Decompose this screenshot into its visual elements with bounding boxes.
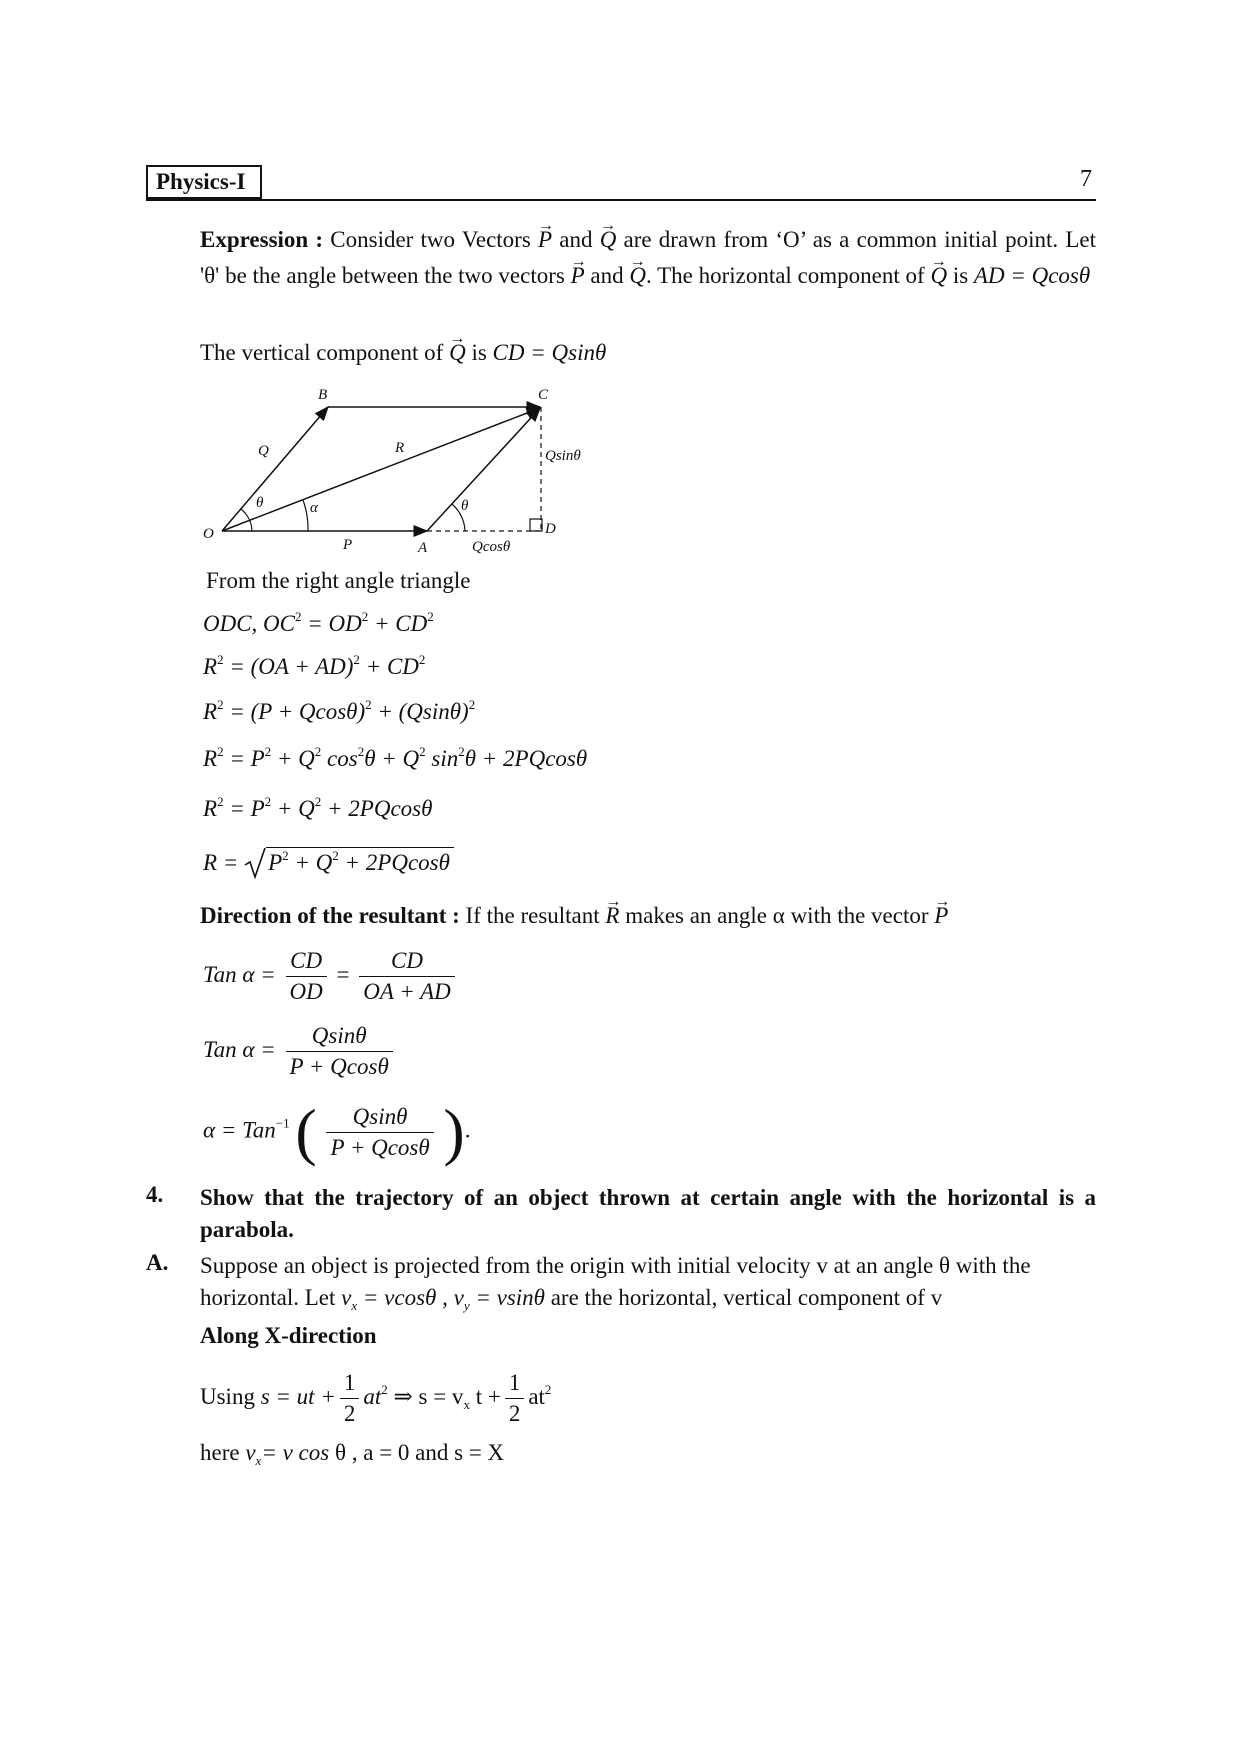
question-text: Show that the trajectory of an object thrown at certain angle with the horizontal is a parabola. — [200, 1185, 1096, 1242]
question-number: 4. — [146, 1182, 164, 1207]
eq-r2-oa-ad: $R^2 = (OA + AD)^2 + CD^2$ — [203, 652, 426, 679]
eq-r2-expanded: $R^2 = P^2 + Q^2$ $\cos^2\theta + Q^2$ $\sin^2\theta + 2PQcos\theta$ — [203, 744, 588, 771]
eq-using-s: Using s = ut + $\frac{1}{2}$ $at^2$ ⇒ $s = v_x$ t + $\frac{1}{2}$ $at^2$ — [200, 1370, 552, 1426]
derivation-intro: From the right angle triangle — [206, 568, 471, 593]
eq-odc: ODC, $OC^2 = OD^2 + CD^2$ — [203, 609, 434, 636]
right-angle-mark — [530, 519, 542, 531]
fraction-cd-od: $\frac{CD}{OD}$ — [286, 948, 327, 1005]
ad-equation: AD = Qcosθ — [973, 263, 1091, 288]
label-q: Q — [258, 443, 269, 459]
vector-q: → Q — [600, 222, 617, 258]
cd-equation: CD = Qsinθ — [492, 340, 607, 365]
label-qcos: Qcosθ — [472, 539, 511, 555]
eq-r-sqrt: R = $P^2 + Q^2 + 2PQcos\theta$ — [203, 848, 454, 876]
expression-label: Expression : — [200, 227, 324, 252]
vertical-component-line: The vertical component of → Q is CD = Qsinθ — [200, 335, 1096, 371]
eq-r2-p-qcos: $R^2 = (P + Qcos\theta)^2 + (Qsin\theta)^2$ — [203, 697, 476, 724]
label-qsin: Qsinθ — [545, 448, 581, 464]
ac-arrow — [427, 408, 540, 531]
vector-p: → P — [538, 222, 552, 258]
label-o: O — [203, 526, 214, 542]
header-rule — [146, 199, 1096, 201]
page-number: 7 — [1080, 166, 1092, 192]
running-header-title: Physics-I — [146, 165, 262, 199]
eq-here-vx: here $v_x= v$ cos θ , a = 0 and s = X — [200, 1440, 505, 1468]
radical-sign-icon — [244, 845, 266, 879]
fraction-half-2: $\frac{1}{2}$ — [505, 1370, 525, 1427]
fraction-qsin-p-qcos: $\frac{Qsin\theta}{P + Qcos\theta}$ — [286, 1023, 393, 1080]
label-theta-2: θ — [461, 498, 469, 514]
direction-label: Direction of the resultant : — [200, 903, 460, 928]
eq-r2-final: $R^2 = P^2 + Q^2 + 2PQcos\theta$ — [203, 794, 433, 821]
fraction-inverse-arg: $\frac{Qsin\theta}{P + Qcos\theta}$ — [326, 1104, 433, 1161]
label-p: P — [343, 537, 353, 553]
direction-paragraph: Direction of the resultant : If the resultant → R makes an angle α with the vector → P — [200, 898, 1096, 934]
label-theta-1: θ — [256, 495, 264, 511]
eq-tan-alpha-2: Tan α = $\frac{Qsin\theta}{P + Qcos\theta}$ — [203, 1023, 397, 1080]
label-b: B — [318, 387, 328, 403]
eq-alpha-tan-inverse: α = Tan$^{-1}$ ( $\frac{Qsin\theta}{P + Qcos\theta}$ ). — [203, 1096, 471, 1167]
eq-tan-alpha-1: Tan α = $\frac{CD}{OD}$ = $\frac{CD}{OA + AD}$ — [203, 948, 459, 1005]
label-d: D — [545, 521, 556, 537]
expression-paragraph: Expression : Consider two Vectors → P and → Q are drawn from ‘O’ as a common initial point. Let 'θ' be the angle between the two vectors → P and → Q. The horizontal component of → Q is AD = Qcosθ — [200, 222, 1096, 294]
parallelogram-diagram — [200, 385, 600, 560]
answer-line-2: horizontal. Let $v_x = vcos\theta$ , $v_y = vsin\theta$ are the horizontal, vertical component of v — [200, 1285, 943, 1313]
answer-label: A. — [146, 1250, 169, 1275]
vector-r: → R — [605, 898, 619, 934]
vector-r-arrow — [222, 408, 540, 531]
label-r: R — [395, 440, 405, 456]
label-a: A — [418, 540, 428, 556]
square-root: $P^2 + Q^2 + 2PQcos\theta$ — [244, 848, 454, 876]
label-alpha: α — [310, 500, 318, 516]
fraction-half-1: $\frac{1}{2}$ — [340, 1370, 360, 1427]
label-c: C — [538, 387, 549, 403]
answer-line-1: Suppose an object is projected from the origin with initial velocity v at an angle θ with the — [200, 1253, 1031, 1278]
alpha-arc — [303, 500, 308, 531]
along-x-heading: Along X-direction — [200, 1323, 377, 1348]
fraction-cd-oa-ad: $\frac{CD}{OA + AD}$ — [359, 948, 455, 1005]
